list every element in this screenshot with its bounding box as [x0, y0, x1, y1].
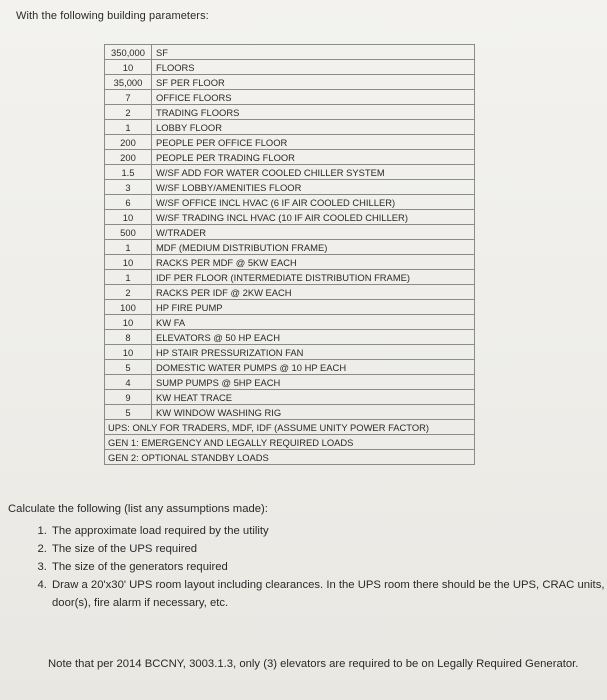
parameter-value: 10 [105, 210, 152, 225]
parameter-row [105, 120, 475, 135]
parameter-row [105, 240, 475, 255]
parameter-value: 10 [105, 315, 152, 330]
task-list [26, 522, 607, 612]
parameter-label: W/TRADER [152, 225, 475, 240]
parameter-row [105, 345, 475, 360]
parameter-value: 8 [105, 330, 152, 345]
parameter-value: 10 [105, 345, 152, 360]
load-category-text: GEN 2: OPTIONAL STANDBY LOADS [105, 450, 475, 465]
parameter-value: 9 [105, 390, 152, 405]
parameter-row [105, 45, 475, 60]
parameter-value: 2 [105, 285, 152, 300]
load-category-row [105, 435, 475, 450]
task-item: 4. Draw a 20'x30' UPS room layout including clearances. In the UPS room there should be the UPS, CRAC units, door(s), fire alarm if necessary, etc. [50, 576, 607, 612]
parameter-row [105, 300, 475, 315]
parameter-value: 1 [105, 270, 152, 285]
parameter-row [105, 360, 475, 375]
parameter-row [105, 285, 475, 300]
parameter-value: 10 [105, 60, 152, 75]
parameter-row [105, 105, 475, 120]
parameter-value: 1 [105, 120, 152, 135]
parameter-label: PEOPLE PER OFFICE FLOOR [152, 135, 475, 150]
parameter-label: PEOPLE PER TRADING FLOOR [152, 150, 475, 165]
parameter-row [105, 210, 475, 225]
task-item: 1. The approximate load required by the utility [50, 522, 607, 540]
parameter-label: KW FA [152, 315, 475, 330]
parameter-value: 3 [105, 180, 152, 195]
parameter-label: KW WINDOW WASHING RIG [152, 405, 475, 420]
parameter-row [105, 165, 475, 180]
parameter-row [105, 315, 475, 330]
parameter-value: 100 [105, 300, 152, 315]
parameter-value: 5 [105, 405, 152, 420]
parameter-row [105, 150, 475, 165]
parameter-value: 7 [105, 90, 152, 105]
parameter-label: FLOORS [152, 60, 475, 75]
parameter-row [105, 75, 475, 90]
parameter-value: 350,000 [105, 45, 152, 60]
parameter-label: SUMP PUMPS @ 5HP EACH [152, 375, 475, 390]
parameter-value: 4 [105, 375, 152, 390]
calculate-heading: Calculate the following (list any assumptions made): [8, 503, 268, 515]
parameter-row [105, 255, 475, 270]
parameter-value: 500 [105, 225, 152, 240]
intro-text: With the following building parameters: [16, 10, 209, 22]
parameter-value: 200 [105, 135, 152, 150]
parameter-value: 2 [105, 105, 152, 120]
parameter-label: KW HEAT TRACE [152, 390, 475, 405]
parameter-value: 35,000 [105, 75, 152, 90]
task-item: 2. The size of the UPS required [50, 540, 607, 558]
parameter-row [105, 225, 475, 240]
parameter-row [105, 270, 475, 285]
parameter-value: 6 [105, 195, 152, 210]
parameter-label: LOBBY FLOOR [152, 120, 475, 135]
parameter-label: SF [152, 45, 475, 60]
parameter-label: ELEVATORS @ 50 HP EACH [152, 330, 475, 345]
parameter-label: MDF (MEDIUM DISTRIBUTION FRAME) [152, 240, 475, 255]
parameters-table [104, 44, 475, 465]
parameter-label: HP FIRE PUMP [152, 300, 475, 315]
parameter-row [105, 180, 475, 195]
parameter-value: 1.5 [105, 165, 152, 180]
load-category-row [105, 450, 475, 465]
parameter-row [105, 60, 475, 75]
parameter-label: RACKS PER MDF @ 5KW EACH [152, 255, 475, 270]
parameter-label: TRADING FLOORS [152, 105, 475, 120]
parameter-label: OFFICE FLOORS [152, 90, 475, 105]
parameter-row [105, 390, 475, 405]
parameter-value: 1 [105, 240, 152, 255]
load-category-text: UPS: ONLY FOR TRADERS, MDF, IDF (ASSUME UNITY POWER FACTOR) [105, 420, 475, 435]
parameter-value: 200 [105, 150, 152, 165]
parameter-label: W/SF ADD FOR WATER COOLED CHILLER SYSTEM [152, 165, 475, 180]
parameter-row [105, 330, 475, 345]
task-item: 3. The size of the generators required [50, 558, 607, 576]
parameter-label: HP STAIR PRESSURIZATION FAN [152, 345, 475, 360]
parameter-label: SF PER FLOOR [152, 75, 475, 90]
parameter-label: DOMESTIC WATER PUMPS @ 10 HP EACH [152, 360, 475, 375]
parameter-label: IDF PER FLOOR (INTERMEDIATE DISTRIBUTION FRAME) [152, 270, 475, 285]
parameter-label: RACKS PER IDF @ 2KW EACH [152, 285, 475, 300]
parameter-label: W/SF OFFICE INCL HVAC (6 IF AIR COOLED CHILLER) [152, 195, 475, 210]
parameter-row [105, 375, 475, 390]
parameter-row [105, 90, 475, 105]
parameter-row [105, 405, 475, 420]
elevator-note: Note that per 2014 BCCNY, 3003.1.3, only (3) elevators are required to be on Legally Required Generator. [48, 658, 579, 670]
parameter-value: 10 [105, 255, 152, 270]
load-category-row [105, 420, 475, 435]
parameter-row [105, 135, 475, 150]
parameter-label: W/SF TRADING INCL HVAC (10 IF AIR COOLED CHILLER) [152, 210, 475, 225]
parameter-row [105, 195, 475, 210]
load-category-text: GEN 1: EMERGENCY AND LEGALLY REQUIRED LOADS [105, 435, 475, 450]
parameter-label: W/SF LOBBY/AMENITIES FLOOR [152, 180, 475, 195]
parameter-value: 5 [105, 360, 152, 375]
